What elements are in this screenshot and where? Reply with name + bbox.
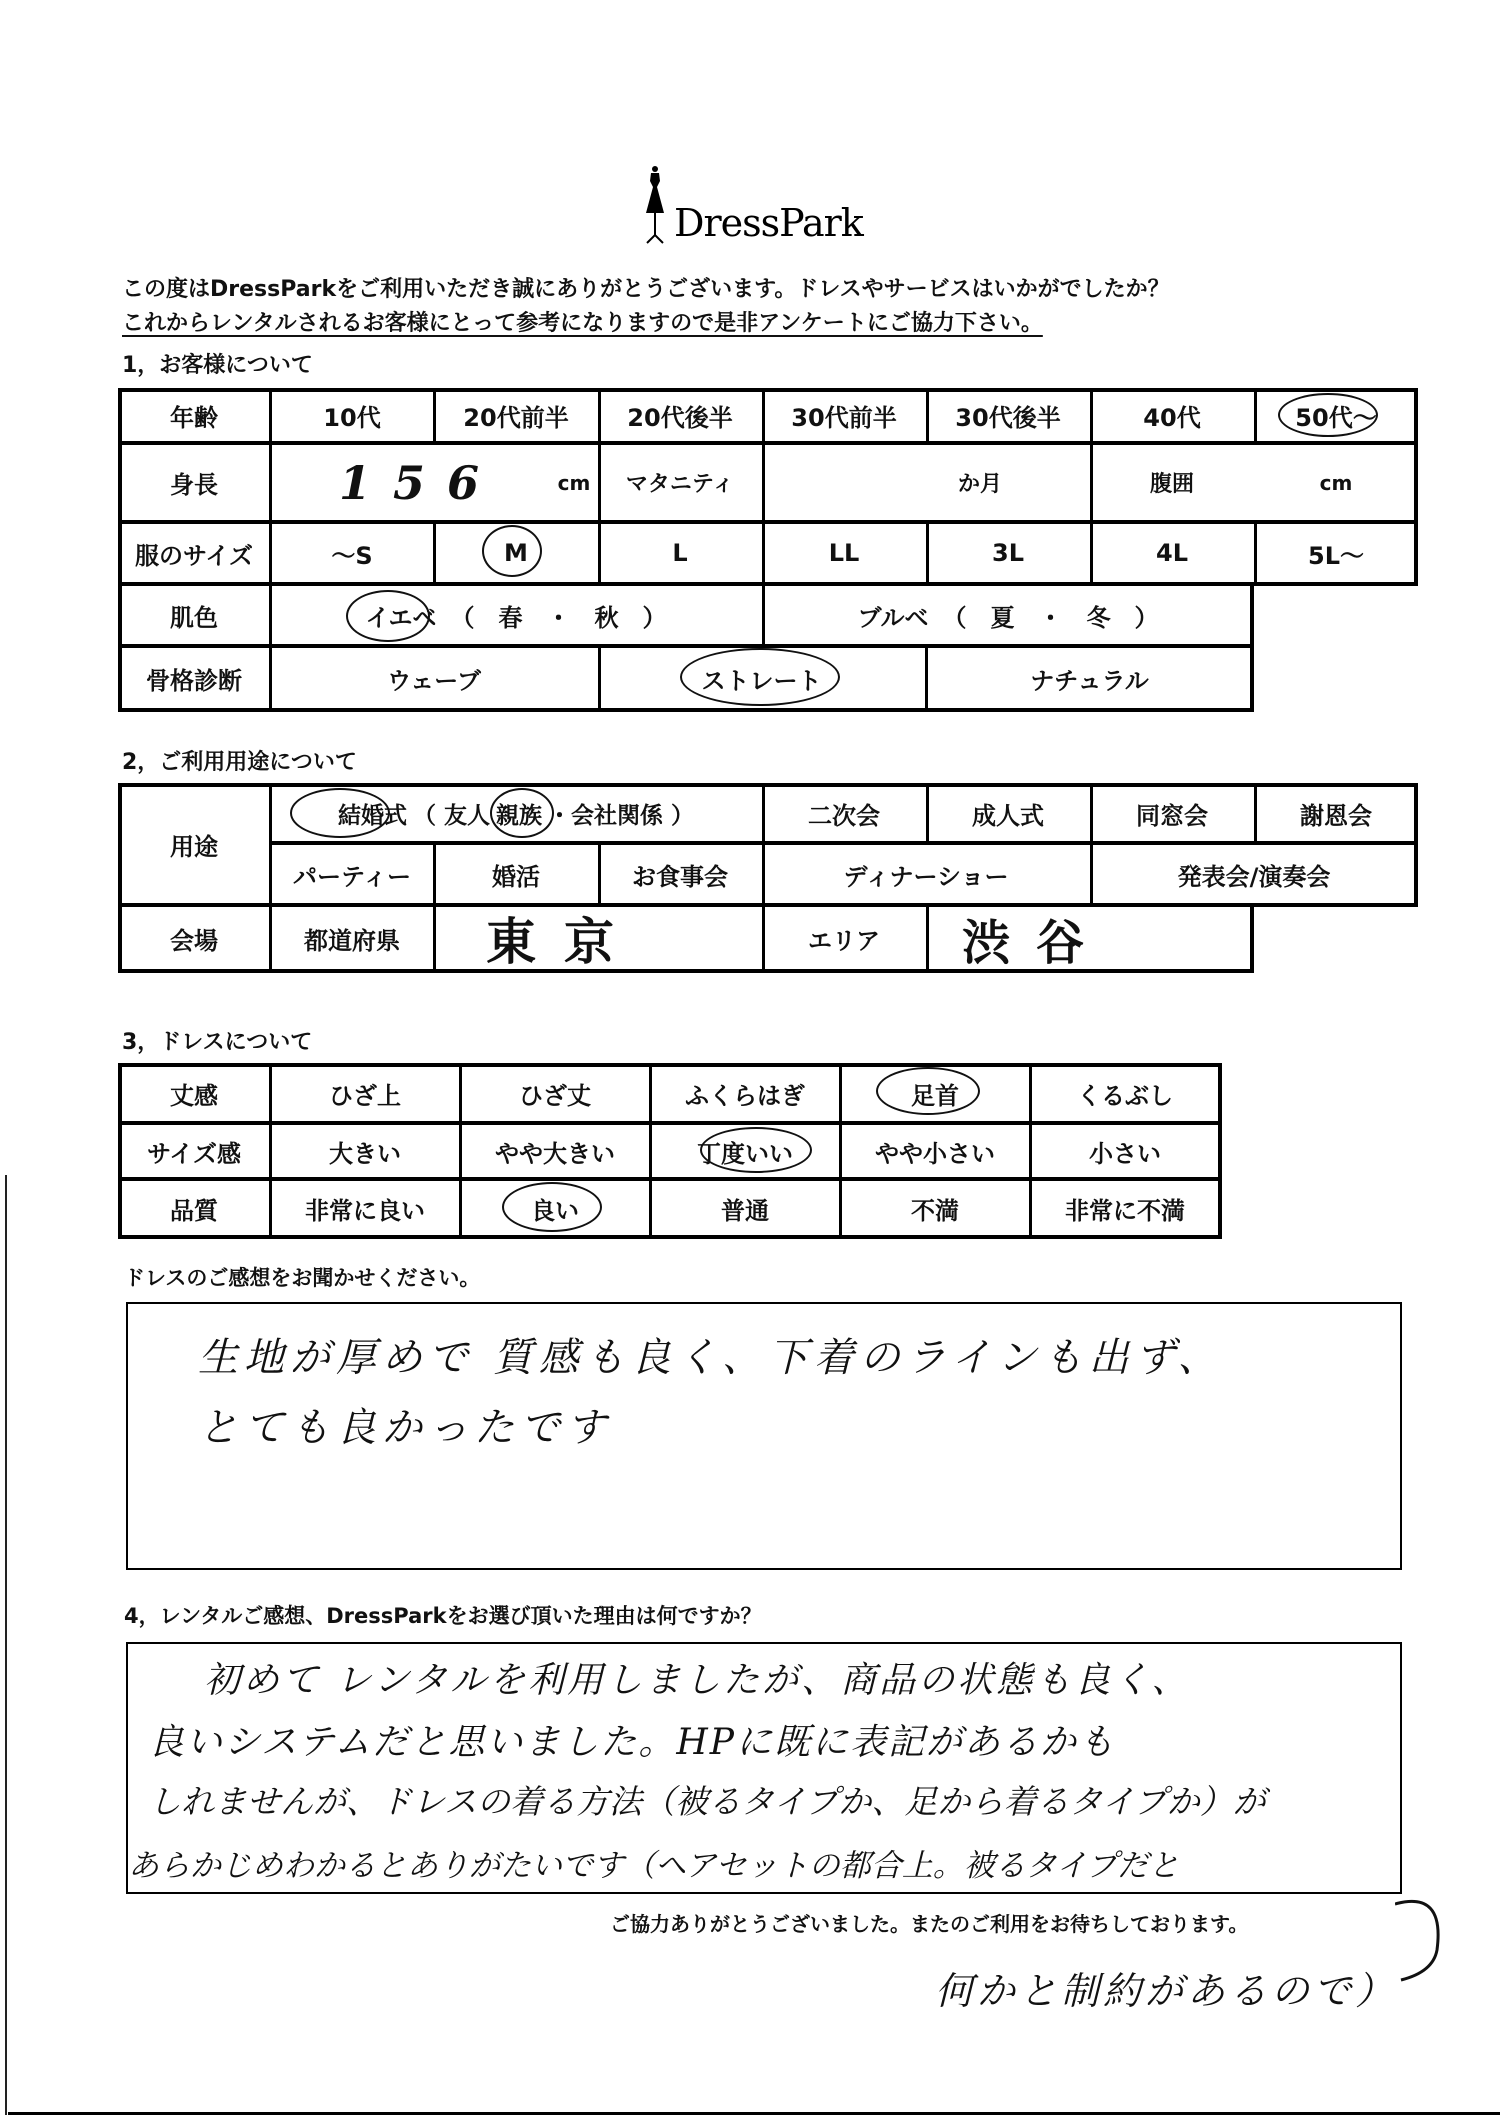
fit-label: サイズ感 — [146, 1139, 242, 1168]
area-value[interactable]: 渋谷 — [961, 914, 1110, 971]
selection-circle — [346, 590, 430, 642]
fit-option-selected[interactable]: 丁度いい — [697, 1139, 793, 1168]
selection-circle — [700, 1127, 812, 1173]
maternity-months-unit: か月 — [957, 472, 1002, 497]
selection-circle — [876, 1067, 980, 1115]
logo-wordmark: DressPark — [674, 201, 863, 245]
reason-answer-box[interactable] — [126, 1642, 1402, 1894]
purpose-option[interactable]: パーティー — [292, 862, 412, 891]
reason-line: 初めて レンタルを利用しましたが、商品の状態も良く、 — [204, 1660, 1191, 1701]
selection-circle — [482, 525, 542, 577]
purpose-wedding-company[interactable]: ・会社関係 ） — [548, 802, 695, 829]
prefecture-label: 都道府県 — [304, 926, 400, 955]
selection-circle — [1278, 393, 1378, 437]
age-option[interactable]: 10代 — [323, 404, 381, 432]
quality-label: 品質 — [170, 1196, 218, 1225]
size-option[interactable]: LL — [828, 539, 860, 567]
quality-option[interactable]: 非常に不満 — [1065, 1196, 1185, 1225]
skin-blue-seasons: （ 夏 ・ 冬 ） — [942, 603, 1159, 632]
selection-circle — [502, 1182, 602, 1232]
size-option[interactable]: 5L〜 — [1308, 541, 1364, 570]
section3-title: 3，ドレスについて — [122, 1030, 313, 1055]
quality-option-selected[interactable]: 良い — [531, 1196, 579, 1225]
purpose-option[interactable]: ディナーショー — [843, 862, 1009, 891]
scan-edge-left — [5, 1175, 7, 2115]
selection-circle — [680, 648, 840, 706]
purpose-wedding-selected[interactable]: 結婚式 — [337, 802, 407, 829]
fit-option[interactable]: 小さい — [1089, 1139, 1161, 1168]
purpose-option[interactable]: 婚活 — [492, 862, 540, 891]
purpose-option[interactable]: 二次会 — [808, 801, 880, 830]
height-unit: cm — [557, 470, 591, 495]
prefecture-value[interactable]: 東京 — [486, 912, 642, 971]
section4-title: 4，レンタルご感想、DressParkをお選び頂いた理由は何ですか？ — [124, 1604, 762, 1628]
skin-option-blue[interactable] — [762, 584, 1254, 646]
purpose-wedding-relatives-selected[interactable]: 親族 — [496, 802, 542, 829]
reason-line: あらかじめわかるとありがたいです（ヘアセットの都合上。被るタイプだと — [128, 1848, 1180, 1884]
selection-circle — [290, 788, 390, 838]
purpose-option[interactable]: 同窓会 — [1136, 801, 1208, 830]
age-label: 年齢 — [170, 404, 218, 432]
length-option[interactable]: くるぶし — [1077, 1081, 1173, 1110]
reason-line: 良いシステムだと思いました。HPに既に表記があるかも — [148, 1722, 1117, 1763]
length-option[interactable]: ふくらはぎ — [685, 1081, 805, 1110]
impression-line: 生地が厚めで 質感も良く、下着のラインも出ず、 — [198, 1335, 1224, 1381]
age-option[interactable]: 30代前半 — [791, 404, 897, 432]
frame-option[interactable]: ナチュラル — [1030, 666, 1149, 695]
frame-option[interactable]: ウェーブ — [387, 666, 481, 695]
purpose-wedding-friend[interactable]: （ 友人 — [412, 802, 490, 829]
waist-label: 腹囲 — [1149, 472, 1194, 497]
reason-line: しれませんが、ドレスの着る方法（被るタイプか、足から着るタイプか）が — [148, 1782, 1266, 1821]
age-option[interactable]: 30代後半 — [955, 404, 1061, 432]
fit-option[interactable]: 大きい — [329, 1139, 401, 1168]
frame-label: 骨格診断 — [146, 666, 242, 695]
purpose-label: 用途 — [170, 832, 218, 861]
reason-continuation: 何かと制約があるので） — [935, 1969, 1398, 2013]
length-option[interactable]: ひざ上 — [329, 1081, 401, 1110]
dresspark-logo — [642, 165, 863, 245]
intro-request: これからレンタルされるお客様にとって参考になりますので是非アンケートにご協力下さい。 — [122, 311, 1043, 336]
skin-yellow-label: イエベ — [365, 603, 437, 632]
frame-option-selected[interactable]: ストレート — [701, 666, 822, 695]
quality-option[interactable]: 普通 — [721, 1196, 769, 1225]
size-option[interactable]: 3L — [992, 539, 1024, 567]
size-option[interactable]: 4L — [1156, 539, 1188, 567]
area-label: エリア — [808, 926, 880, 955]
age-option[interactable]: 20代後半 — [627, 404, 733, 432]
size-option[interactable]: L — [672, 539, 688, 567]
age-option[interactable]: 40代 — [1143, 404, 1201, 432]
intro-thanks: この度はDressParkをご利用いただき誠にありがとうございます。ドレスやサービスはいかがでしたか？ — [122, 277, 1170, 302]
section1-title: 1，お客様について — [122, 353, 313, 378]
section2-title: 2，ご利用用途について — [122, 750, 357, 775]
quality-option[interactable]: 不満 — [911, 1196, 959, 1225]
length-option[interactable]: ひざ丈 — [519, 1081, 591, 1110]
skin-label: 肌色 — [170, 603, 218, 632]
impression-line: とても良かったです — [198, 1405, 612, 1451]
impression-prompt: ドレスのご感想をお聞かせください。 — [124, 1266, 481, 1290]
size-label: 服のサイズ — [134, 541, 254, 570]
quality-option[interactable]: 非常に良い — [305, 1196, 425, 1225]
size-option-selected[interactable]: M — [504, 539, 528, 567]
purpose-option[interactable]: 成人式 — [972, 801, 1044, 830]
length-label: 丈感 — [170, 1081, 218, 1110]
impression-answer-box[interactable] — [126, 1302, 1402, 1570]
height-label: 身長 — [170, 471, 218, 499]
skin-blue-label: ブルベ — [857, 603, 929, 632]
age-option-selected[interactable]: 50代〜 — [1295, 404, 1377, 432]
scan-edge-bottom — [8, 2112, 1500, 2115]
age-option[interactable]: 20代前半 — [463, 404, 569, 432]
height-value[interactable]: 156 — [338, 455, 502, 510]
dress-form-icon — [642, 165, 668, 245]
selection-circle — [490, 788, 554, 838]
length-option-selected[interactable]: 足首 — [911, 1081, 959, 1110]
size-option[interactable]: 〜S — [331, 541, 373, 570]
fit-option[interactable]: やや小さい — [875, 1139, 995, 1168]
purpose-option[interactable]: 謝恩会 — [1300, 801, 1372, 830]
skin-yellow-seasons: （ 春 ・ 秋 ） — [450, 603, 667, 632]
fit-option[interactable]: やや大きい — [495, 1139, 615, 1168]
purpose-option[interactable]: お食事会 — [632, 862, 728, 891]
venue-label: 会場 — [170, 926, 218, 955]
waist-unit: cm — [1319, 470, 1353, 495]
maternity-label: マタニティ — [625, 472, 735, 497]
skin-option-yellow[interactable] — [270, 584, 762, 646]
continuation-arrow-icon — [1395, 1880, 1455, 2000]
closing-message: ご協力ありがとうございました。またのご利用をお待ちしております。 — [610, 1912, 1249, 1936]
purpose-option[interactable]: 発表会/演奏会 — [1177, 862, 1331, 891]
